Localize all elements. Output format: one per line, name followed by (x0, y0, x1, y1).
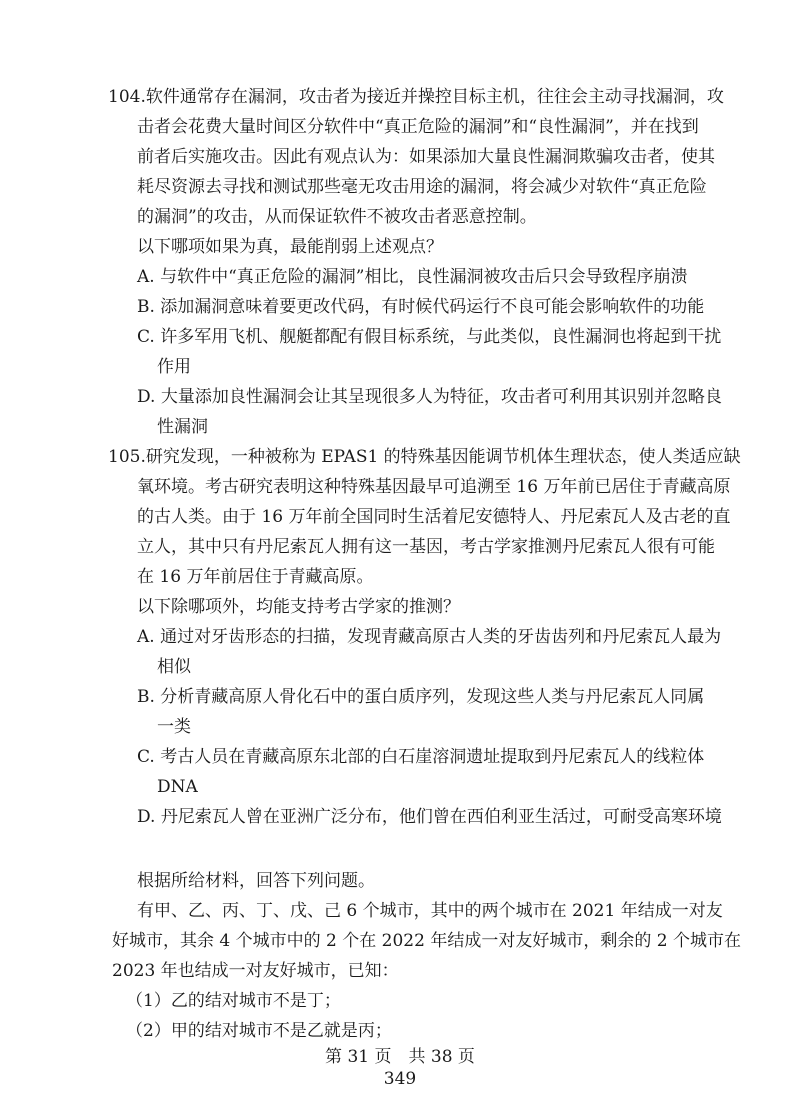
material-condition-1: （1）乙的结对城市不是丁； (126, 991, 341, 1011)
q104-stem-line-5: 的漏洞”的攻击，从而保证软件不被攻击者恶意控制。 (137, 207, 537, 227)
q105-prompt: 以下除哪项外，均能支持考古学家的推测？ (137, 597, 460, 617)
q105-stem-line-1: 105.研究发现，一种被称为 EPAS1 的特殊基因能调节机体生理状态，使人类适应缺 (108, 447, 741, 467)
q104-stem-line-2: 击者会花费大量时间区分软件中“真正危险的漏洞”和“良性漏洞”，并在找到 (137, 117, 699, 137)
q105-stem-line-3: 的古人类。由于 16 万年前全国同时生活着尼安德特人、丹尼索瓦人及古老的直 (137, 507, 731, 527)
q104-option-d: D. 大量添加良性漏洞会让其呈现很多人为特征，攻击者可利用其识别并忽略良 (137, 387, 722, 407)
q104-stem-line-1: 104.软件通常存在漏洞，攻击者为接近并操控目标主机，往往会主动寻找漏洞，攻 (108, 87, 724, 107)
q104-prompt: 以下哪项如果为真，最能削弱上述观点？ (137, 237, 443, 257)
q104-option-c: C. 许多军用飞机、舰艇都配有假目标系统，与此类似，良性漏洞也将起到干扰 (137, 327, 722, 347)
material-body-line-1: 有甲、乙、丙、丁、戊、己 6 个城市，其中的两个城市在 2021 年结成一对友 (137, 901, 723, 921)
material-body-line-2: 好城市，其余 4 个城市中的 2 个在 2022 年结成一对友好城市，剩余的 2 个城市在 (112, 931, 741, 951)
material-intro: 根据所给材料，回答下列问题。 (137, 871, 375, 891)
q105-option-c-cont: DNA (157, 777, 198, 797)
q105-option-b: B. 分析青藏高原人骨化石中的蛋白质序列，发现这些人类与丹尼索瓦人同属 (137, 687, 705, 707)
q104-stem-line-3: 前者后实施攻击。因此有观点认为：如果添加大量良性漏洞欺骗攻击者，使其 (137, 147, 715, 167)
q104-stem-line-4: 耗尽资源去寻找和测试那些毫无攻击用途的漏洞，将会减少对软件“真正危险 (137, 177, 707, 197)
q104-option-c-cont: 作用 (157, 357, 191, 377)
q105-stem-line-4: 立人，其中只有丹尼索瓦人拥有这一基因，考古学家推测丹尼索瓦人很有可能 (137, 537, 715, 557)
q105-stem-line-2: 氧环境。考古研究表明这种特殊基因最早可追溯至 16 万年前已居住于青藏高原 (137, 477, 731, 497)
q105-option-a: A. 通过对牙齿形态的扫描，发现青藏高原古人类的牙齿齿列和丹尼索瓦人最为 (137, 627, 722, 647)
material-condition-2: （2）甲的结对城市不是乙就是丙； (126, 1021, 392, 1041)
q104-option-a: A. 与软件中“真正危险的漏洞”相比，良性漏洞被攻击后只会导致程序崩溃 (137, 267, 688, 287)
q104-option-b: B. 添加漏洞意味着要更改代码，有时候代码运行不良可能会影响软件的功能 (137, 297, 705, 317)
q105-option-a-cont: 相似 (157, 657, 191, 677)
page-number: 349 (383, 1069, 417, 1089)
q105-stem-line-5: 在 16 万年前居住于青藏高原。 (137, 567, 374, 587)
q105-option-c: C. 考古人员在青藏高原东北部的白石崖溶洞遗址提取到丹尼索瓦人的线粒体 (137, 747, 705, 767)
q105-option-d: D. 丹尼索瓦人曾在亚洲广泛分布，他们曾在西伯利亚生活过，可耐受高寒环境 (137, 807, 722, 827)
q104-option-d-cont: 性漏洞 (157, 417, 208, 437)
page-label: 第 31 页 共 38 页 (325, 1047, 475, 1067)
material-body-line-3: 2023 年也结成一对友好城市，已知： (112, 961, 399, 981)
q105-option-b-cont: 一类 (157, 717, 191, 737)
